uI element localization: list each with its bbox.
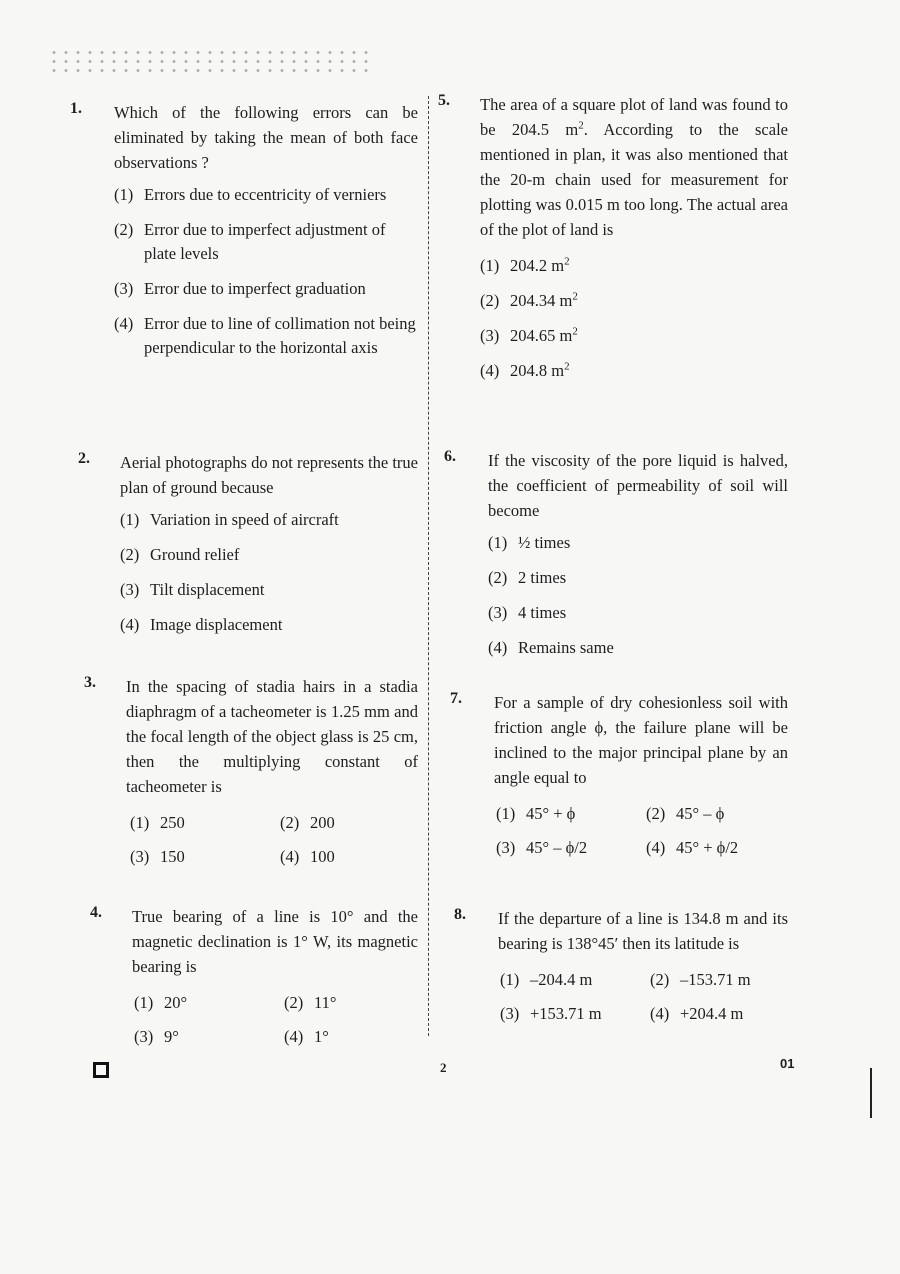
question-text: For a sample of dry cohesionless soil with friction angle ϕ, the failure plane will be inclined to the major principal plane by an angle equal to bbox=[494, 693, 788, 787]
question-text: Which of the following errors can be eliminated by taking the mean of both face observations ? bbox=[114, 103, 418, 172]
option-grid bbox=[496, 804, 788, 858]
registration-mark bbox=[93, 1062, 109, 1078]
option-grid bbox=[134, 993, 418, 1047]
question-text: The area of a square plot of land was found to be 204.5 $m^2$. According to the scale mentioned in plan, it was also mentioned that the 20-m chain used for measurement for plotting was 0.015 m too long. The actual area of the plot of land is bbox=[480, 95, 788, 239]
question-7 bbox=[438, 690, 788, 858]
question-4 bbox=[78, 904, 418, 1047]
question-number: 7. bbox=[450, 690, 462, 707]
page-number: 2 bbox=[440, 1060, 447, 1075]
option-list bbox=[114, 183, 418, 360]
option-4[interactable]: (4) 100 bbox=[280, 847, 335, 866]
question-text: Aerial photographs do not represents the true plan of ground because bbox=[120, 453, 418, 497]
question-5 bbox=[438, 92, 788, 394]
column-divider bbox=[428, 96, 429, 1036]
question-number: 2. bbox=[78, 450, 90, 467]
option-3[interactable]: (3) +153.71 m bbox=[500, 1004, 602, 1023]
option-2[interactable]: (2) –153.71 m bbox=[650, 970, 751, 989]
option-4[interactable]: (4) 204.8 $m^2$ bbox=[480, 360, 570, 380]
option-1[interactable]: (1) –204.4 m bbox=[500, 970, 593, 989]
question-number: 3. bbox=[84, 674, 96, 691]
option-3[interactable]: (3) 204.65 $m^2$ bbox=[480, 325, 578, 345]
option-list bbox=[488, 531, 788, 660]
option-list bbox=[120, 508, 418, 637]
option-grid bbox=[500, 970, 788, 1024]
option-4[interactable]: (4) Error due to line of collimation not being perpendicular to the horizontal axis bbox=[114, 314, 416, 357]
question-text: True bearing of a line is 10° and the magnetic declination is 1° W, its magnetic bearing is bbox=[132, 907, 418, 976]
option-3[interactable]: (3) 9° bbox=[134, 1027, 179, 1046]
option-2[interactable]: (2) 2 times bbox=[488, 568, 567, 587]
option-4[interactable]: (4) Remains same bbox=[488, 638, 614, 657]
booklet-code: 01 bbox=[780, 1056, 795, 1071]
scan-speckle bbox=[48, 48, 368, 74]
question-number: 5. bbox=[438, 92, 450, 109]
option-3[interactable]: (3) 150 bbox=[130, 847, 185, 866]
question-8 bbox=[438, 906, 788, 1024]
option-3[interactable]: (3) 45° – ϕ/2 bbox=[496, 838, 588, 857]
option-2[interactable]: (2) Error due to imperfect adjustment of plate levels bbox=[114, 220, 386, 263]
question-number: 1. bbox=[70, 100, 82, 117]
option-grid bbox=[130, 813, 418, 867]
question-number: 6. bbox=[444, 448, 456, 465]
option-2[interactable]: (2) Ground relief bbox=[120, 545, 240, 564]
question-text: If the departure of a line is 134.8 m and its bearing is 138°45′ then its latitude is bbox=[498, 909, 788, 953]
option-1[interactable]: (1) ½ times bbox=[488, 533, 571, 552]
option-2[interactable]: (2) 45° – ϕ bbox=[646, 804, 725, 823]
option-3[interactable]: (3) 4 times bbox=[488, 603, 567, 622]
option-4[interactable]: (4) 1° bbox=[284, 1027, 329, 1046]
option-4[interactable]: (4) +204.4 m bbox=[650, 1004, 744, 1023]
question-number: 8. bbox=[454, 906, 466, 923]
option-1[interactable]: (1) Errors due to eccentricity of verniers bbox=[114, 185, 387, 204]
scan-edge-line bbox=[870, 1068, 872, 1118]
option-1[interactable]: (1) Variation in speed of aircraft bbox=[120, 510, 339, 529]
option-2[interactable]: (2) 11° bbox=[284, 993, 337, 1012]
option-2[interactable]: (2) 200 bbox=[280, 813, 335, 832]
option-1[interactable]: (1) 20° bbox=[134, 993, 188, 1012]
question-3 bbox=[78, 674, 418, 867]
option-2[interactable]: (2) 204.34 $m^2$ bbox=[480, 290, 578, 310]
question-6 bbox=[438, 448, 788, 671]
option-3[interactable]: (3) Tilt displacement bbox=[120, 580, 265, 599]
option-1[interactable]: (1) 250 bbox=[130, 813, 185, 832]
question-number: 4. bbox=[90, 904, 102, 921]
option-1[interactable]: (1) 204.2 $m^2$ bbox=[480, 255, 570, 275]
question-2 bbox=[78, 450, 418, 648]
option-4[interactable]: (4) 45° + ϕ/2 bbox=[646, 838, 739, 857]
question-text: In the spacing of stadia hairs in a stadia diaphragm of a tacheometer is 1.25 mm and the focal length of the object glass is 25 cm, then the multiplying constant of tacheometer is bbox=[126, 677, 418, 796]
question-1 bbox=[70, 100, 418, 371]
option-3[interactable]: (3) Error due to imperfect graduation bbox=[114, 279, 366, 298]
option-4[interactable]: (4) Image displacement bbox=[120, 615, 283, 634]
question-text: If the viscosity of the pore liquid is halved, the coefficient of permeability of soil will become bbox=[488, 451, 788, 520]
option-list bbox=[480, 254, 788, 383]
option-1[interactable]: (1) 45° + ϕ bbox=[496, 804, 576, 823]
